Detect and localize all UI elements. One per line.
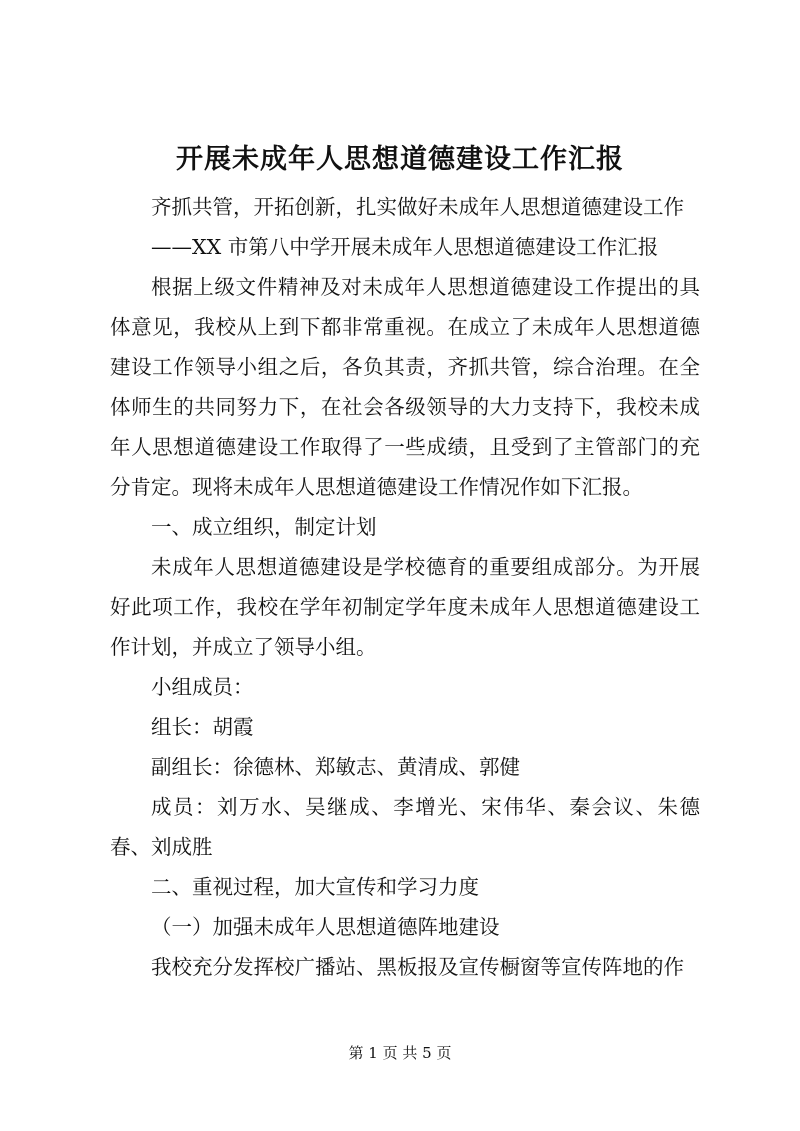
document-title: 开展未成年人思想道德建设工作汇报 [176,144,624,175]
group-leader: 组长：胡霞 [151,715,254,739]
subsection-1-body: 我校充分发挥校广播站、黑板报及宣传橱窗等宣传阵地的作 [151,955,684,979]
subtitle-line-2: ——XX 市第八中学开展未成年人思想道德建设工作汇报 [151,235,659,259]
page-footer: 第 1 页 共 5 页 [348,1044,452,1062]
subsection-1-heading: （一）加强未成年人思想道德阵地建设 [151,915,500,939]
section-1-heading: 一、成立组织，制定计划 [151,515,377,539]
group-members: 成员：刘万水、吴继成、李增光、宋伟华、秦会议、朱德春、刘成胜 [110,795,700,859]
group-members-label: 小组成员： [151,675,254,699]
section-2-heading: 二、重视过程，加大宣传和学习力度 [151,875,479,899]
intro-paragraph: 根据上级文件精神及对未成年人思想道德建设工作提出的具体意见，我校从上到下都非常重视。在成立了未成年人思想道德建设工作领导小组之后，各负其责，齐抓共管，综合治理。在全体师生的共同努力下，在社会各级领导的大力支持下，我校未成年人思想道德建设工作取得了一些成绩，且受到了主管部门的充分肯定。现将未成年人思想道德建设工作情况作如下汇报。 [110,275,700,499]
deputy-leaders: 副组长：徐德林、郑敏志、黄清成、郭健 [151,755,520,779]
subtitle-line-1: 齐抓共管，开拓创新，扎实做好未成年人思想道德建设工作 [151,195,684,219]
section-1-body: 未成年人思想道德建设是学校德育的重要组成部分。为开展好此项工作，我校在学年初制定学年度未成年人思想道德建设工作计划，并成立了领导小组。 [110,555,700,659]
